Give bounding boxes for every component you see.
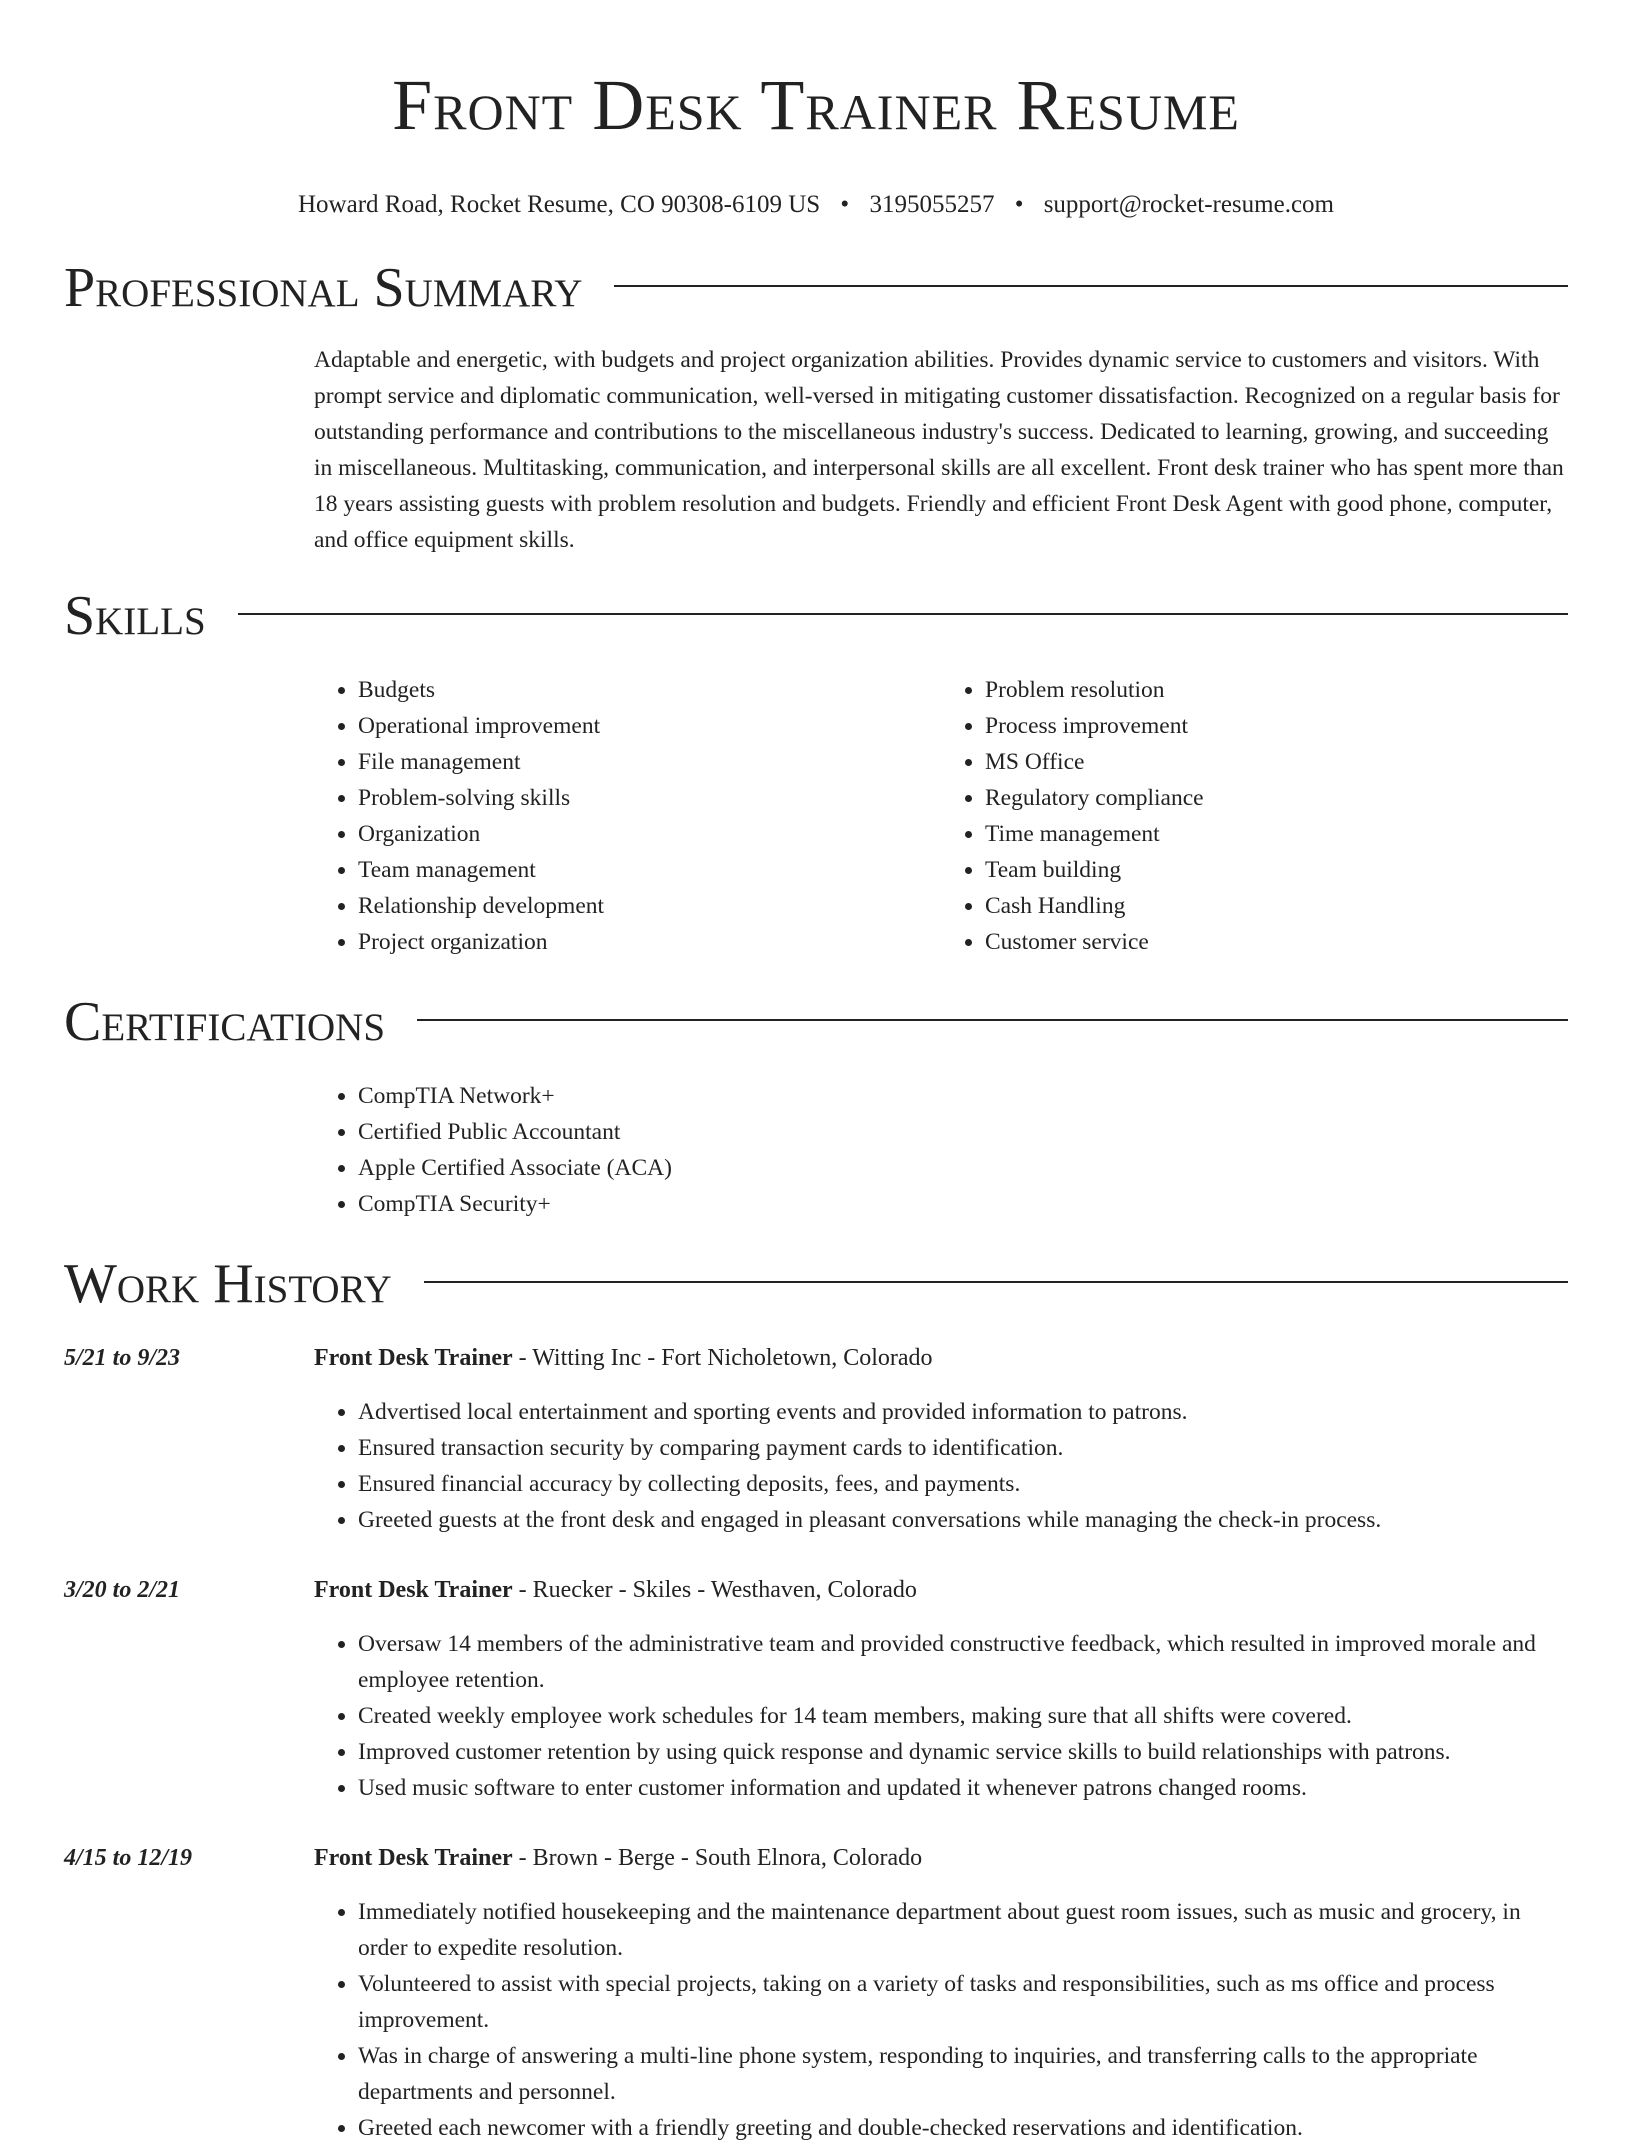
certifications-list [314, 1078, 1568, 1222]
skills-list-left [314, 672, 941, 960]
skill-item: • File management [358, 744, 941, 780]
job-role: Front Desk Trainer [314, 1345, 513, 1371]
contact-separator: • [840, 191, 850, 218]
contact-email: support@rocket-resume.com [1043, 191, 1334, 218]
work-heading: Work History [64, 1253, 392, 1315]
skill-item: • Relationship development [358, 888, 941, 924]
job-entry [64, 1572, 1568, 1806]
certification-item: • CompTIA Network+ [358, 1078, 1568, 1114]
job-bullet: • Immediately notified housekeeping and the maintenance department about guest room issues, such as music and grocery, in order to expedite resolution. [358, 1894, 1568, 1966]
job-bullet: • Improved customer retention by using quick response and dynamic service skills to build relationships with patrons. [358, 1734, 1568, 1770]
skills-list-right [941, 672, 1568, 960]
section-divider [424, 1281, 1568, 1283]
certification-item: • Apple Certified Associate (ACA) [358, 1150, 1568, 1186]
skill-item: • Project organization [358, 924, 941, 960]
section-divider [238, 613, 1568, 615]
certifications-block [314, 1078, 1568, 1222]
job-bullets [314, 1626, 1568, 1806]
job-header [314, 1572, 1568, 1608]
job-entry [64, 1340, 1568, 1538]
job-dates: 3/20 to 2/21 [64, 1577, 181, 1603]
job-entry [64, 1840, 1568, 2146]
summary-section-header [64, 256, 1568, 320]
job-main [314, 1840, 1568, 2146]
skill-item: • Team management [358, 852, 941, 888]
certification-item: • CompTIA Security+ [358, 1186, 1568, 1222]
skill-item: • Team building [985, 852, 1568, 888]
page-title: Front Desk Trainer Resume [392, 65, 1240, 145]
skill-item: • Time management [985, 816, 1568, 852]
contact-separator: • [1014, 191, 1024, 218]
skill-item: • Cash Handling [985, 888, 1568, 924]
skill-item: • Organization [358, 816, 941, 852]
contact-phone: 3195055257 [869, 191, 995, 218]
skill-item: • Customer service [985, 924, 1568, 960]
job-bullet: • Ensured transaction security by comparing payment cards to identification. [358, 1430, 1568, 1466]
section-divider [614, 285, 1568, 287]
job-role: Front Desk Trainer [314, 1845, 513, 1871]
job-bullet: • Greeted each newcomer with a friendly greeting and double-checked reservations and identification. [358, 2110, 1568, 2146]
skill-item: • Problem resolution [985, 672, 1568, 708]
job-details: - Brown - Berge - South Elnora, Colorado [512, 1845, 923, 1871]
skill-item: • Budgets [358, 672, 941, 708]
skill-item: • Operational improvement [358, 708, 941, 744]
job-bullet: • Used music software to enter customer information and updated it whenever patrons changed rooms. [358, 1770, 1568, 1806]
job-header [314, 1340, 1568, 1376]
certifications-section-header [64, 990, 1568, 1054]
job-details: - Witting Inc - Fort Nicholetown, Colorado [512, 1345, 933, 1371]
certification-item: • Certified Public Accountant [358, 1114, 1568, 1150]
certifications-heading: Certifications [64, 991, 386, 1053]
summary-heading: Professional Summary [64, 257, 583, 319]
job-role: Front Desk Trainer [314, 1577, 513, 1603]
job-dates: 4/15 to 12/19 [64, 1845, 193, 1871]
job-bullets [314, 1894, 1568, 2146]
skills-grid [314, 672, 1568, 960]
contact-line [64, 190, 1568, 220]
job-bullet: • Was in charge of answering a multi-line phone system, responding to inquiries, and transferring calls to the appropriate departments and personnel. [358, 2038, 1568, 2110]
skills-heading: Skills [64, 585, 206, 647]
job-bullet: • Oversaw 14 members of the administrative team and provided constructive feedback, which resulted in improved morale and employee retention. [358, 1626, 1568, 1698]
skills-section-header [64, 584, 1568, 648]
section-divider [417, 1019, 1568, 1021]
job-main [314, 1572, 1568, 1806]
skill-item: • Process improvement [985, 708, 1568, 744]
job-dates: 5/21 to 9/23 [64, 1345, 181, 1371]
job-bullet: • Advertised local entertainment and sporting events and provided information to patrons. [358, 1394, 1568, 1430]
skill-item: • Problem-solving skills [358, 780, 941, 816]
skill-item: • MS Office [985, 744, 1568, 780]
job-main [314, 1340, 1568, 1538]
job-bullet: • Volunteered to assist with special projects, taking on a variety of tasks and responsibilities, such as ms office and process improvement. [358, 1966, 1568, 2038]
job-header [314, 1840, 1568, 1876]
skill-item: • Regulatory compliance [985, 780, 1568, 816]
summary-text: Adaptable and energetic, with budgets and project organization abilities. Provides dynamic service to customers and visitors. With prompt service and diplomatic communication, well-versed in mitigating customer dissatisfaction. Recognized on a regular basis for outstanding performance and contributions to the miscellaneous industry's success. Dedicated to learning, growing, and succeeding in miscellaneous. Multitasking, communication, and interpersonal skills are all excellent. Front desk trainer who has spent more than 18 years assisting guests with problem resolution and budgets. Friendly and efficient Front Desk Agent with good phone, computer, and office equipment skills. [314, 347, 1564, 553]
job-bullet: • Created weekly employee work schedules for 14 team members, making sure that all shifts were covered. [358, 1698, 1568, 1734]
job-details: - Ruecker - Skiles - Westhaven, Colorado [512, 1577, 917, 1603]
job-bullet: • Greeted guests at the front desk and engaged in pleasant conversations while managing the check-in process. [358, 1502, 1568, 1538]
job-bullets [314, 1394, 1568, 1538]
contact-address: Howard Road, Rocket Resume, CO 90308-6109 US [298, 191, 821, 218]
job-bullet: • Ensured financial accuracy by collecting deposits, fees, and payments. [358, 1466, 1568, 1502]
work-section-header [64, 1252, 1568, 1316]
